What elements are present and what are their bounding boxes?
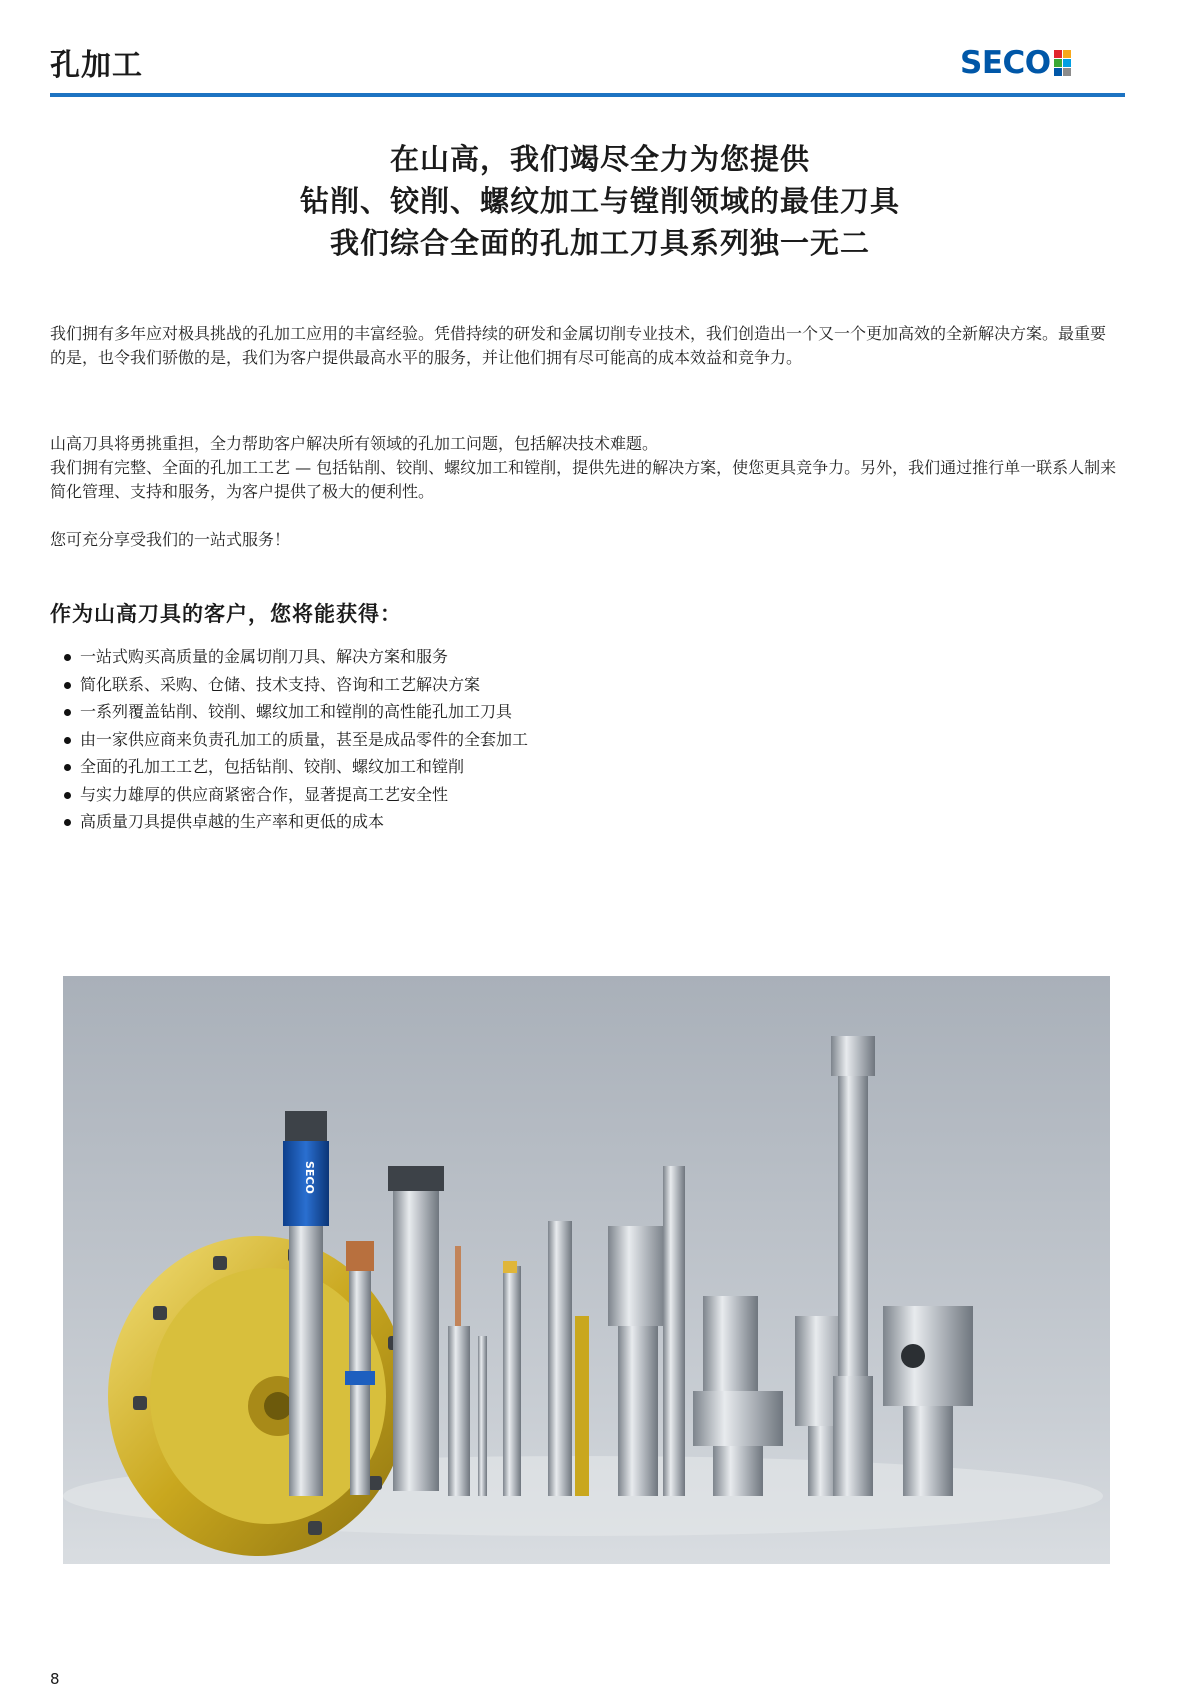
intro-paragraph-2 <box>50 432 1120 504</box>
logo-square <box>1063 59 1071 67</box>
seco-logo <box>960 46 1071 80</box>
benefits-title: 作为山高刀具的客户，您将能获得： <box>50 601 402 626</box>
list-item: 与实力雄厚的供应商紧密合作，显著提高工艺安全性 <box>62 781 528 809</box>
logo-color-squares <box>1054 50 1071 76</box>
list-item: 高质量刀具提供卓越的生产率和更低的成本 <box>62 808 528 836</box>
list-item: 一系列覆盖钻削、铰削、螺纹加工和镗削的高性能孔加工刀具 <box>62 698 528 726</box>
benefits-list <box>62 643 528 836</box>
headline-line: 我们综合全面的孔加工刀具系列独一无二 <box>329 226 870 260</box>
page-section-title: 孔加工 <box>50 48 143 83</box>
headline-line: 钻削、铰削、螺纹加工与镗削领域的最佳刀具 <box>299 184 900 218</box>
paragraph-text: 山高刀具将勇挑重担，全力帮助客户解决所有领域的孔加工问题，包括解决技术难题。 <box>50 434 659 453</box>
logo-square <box>1063 68 1071 76</box>
intro-paragraph-1 <box>50 322 1120 370</box>
logo-square <box>1063 50 1071 58</box>
paragraph-text: 我们拥有多年应对极具挑战的孔加工应用的丰富经验。凭借持续的研发和金属切削专业技术，我们创造出一个又一个更加高效的全新解决方案。最重要的是，也令我们骄傲的是，我们为客户提供最高水平的服务，并让他们拥有尽可能高的成本效益和竞争力。 <box>50 324 1107 367</box>
headline <box>100 138 1100 264</box>
page-number: 8 <box>50 1670 60 1688</box>
logo-wordmark: SECO <box>960 45 1051 81</box>
list-item: 全面的孔加工工艺，包括钻削、铰削、螺纹加工和镗削 <box>62 753 528 781</box>
list-item: 一站式购买高质量的金属切削刀具、解决方案和服务 <box>62 643 528 671</box>
paragraph-text: 您可充分享受我们的一站式服务！ <box>50 530 291 549</box>
logo-square <box>1054 68 1062 76</box>
tools-illustration <box>63 976 1110 1564</box>
paragraph-text: 我们拥有完整、全面的孔加工工艺 — 包括钻削、铰削、螺纹加工和镗削，提供先进的解决方案，使您更具竞争力。另外，我们通过推行单一联系人制来简化管理、支持和服务，为客户提供了极大的便利性。 <box>50 458 1117 501</box>
logo-square <box>1054 59 1062 67</box>
tools-product-photo <box>63 976 1110 1564</box>
shank-label: SECO <box>303 1161 316 1194</box>
headline-line: 在山高，我们竭尽全力为您提供 <box>389 142 810 176</box>
header-rule <box>50 93 1125 97</box>
logo-square <box>1054 50 1062 58</box>
list-item: 由一家供应商来负责孔加工的质量，甚至是成品零件的全套加工 <box>62 726 528 754</box>
list-item: 简化联系、采购、仓储、技术支持、咨询和工艺解决方案 <box>62 671 528 699</box>
intro-paragraph-3 <box>50 528 1120 552</box>
